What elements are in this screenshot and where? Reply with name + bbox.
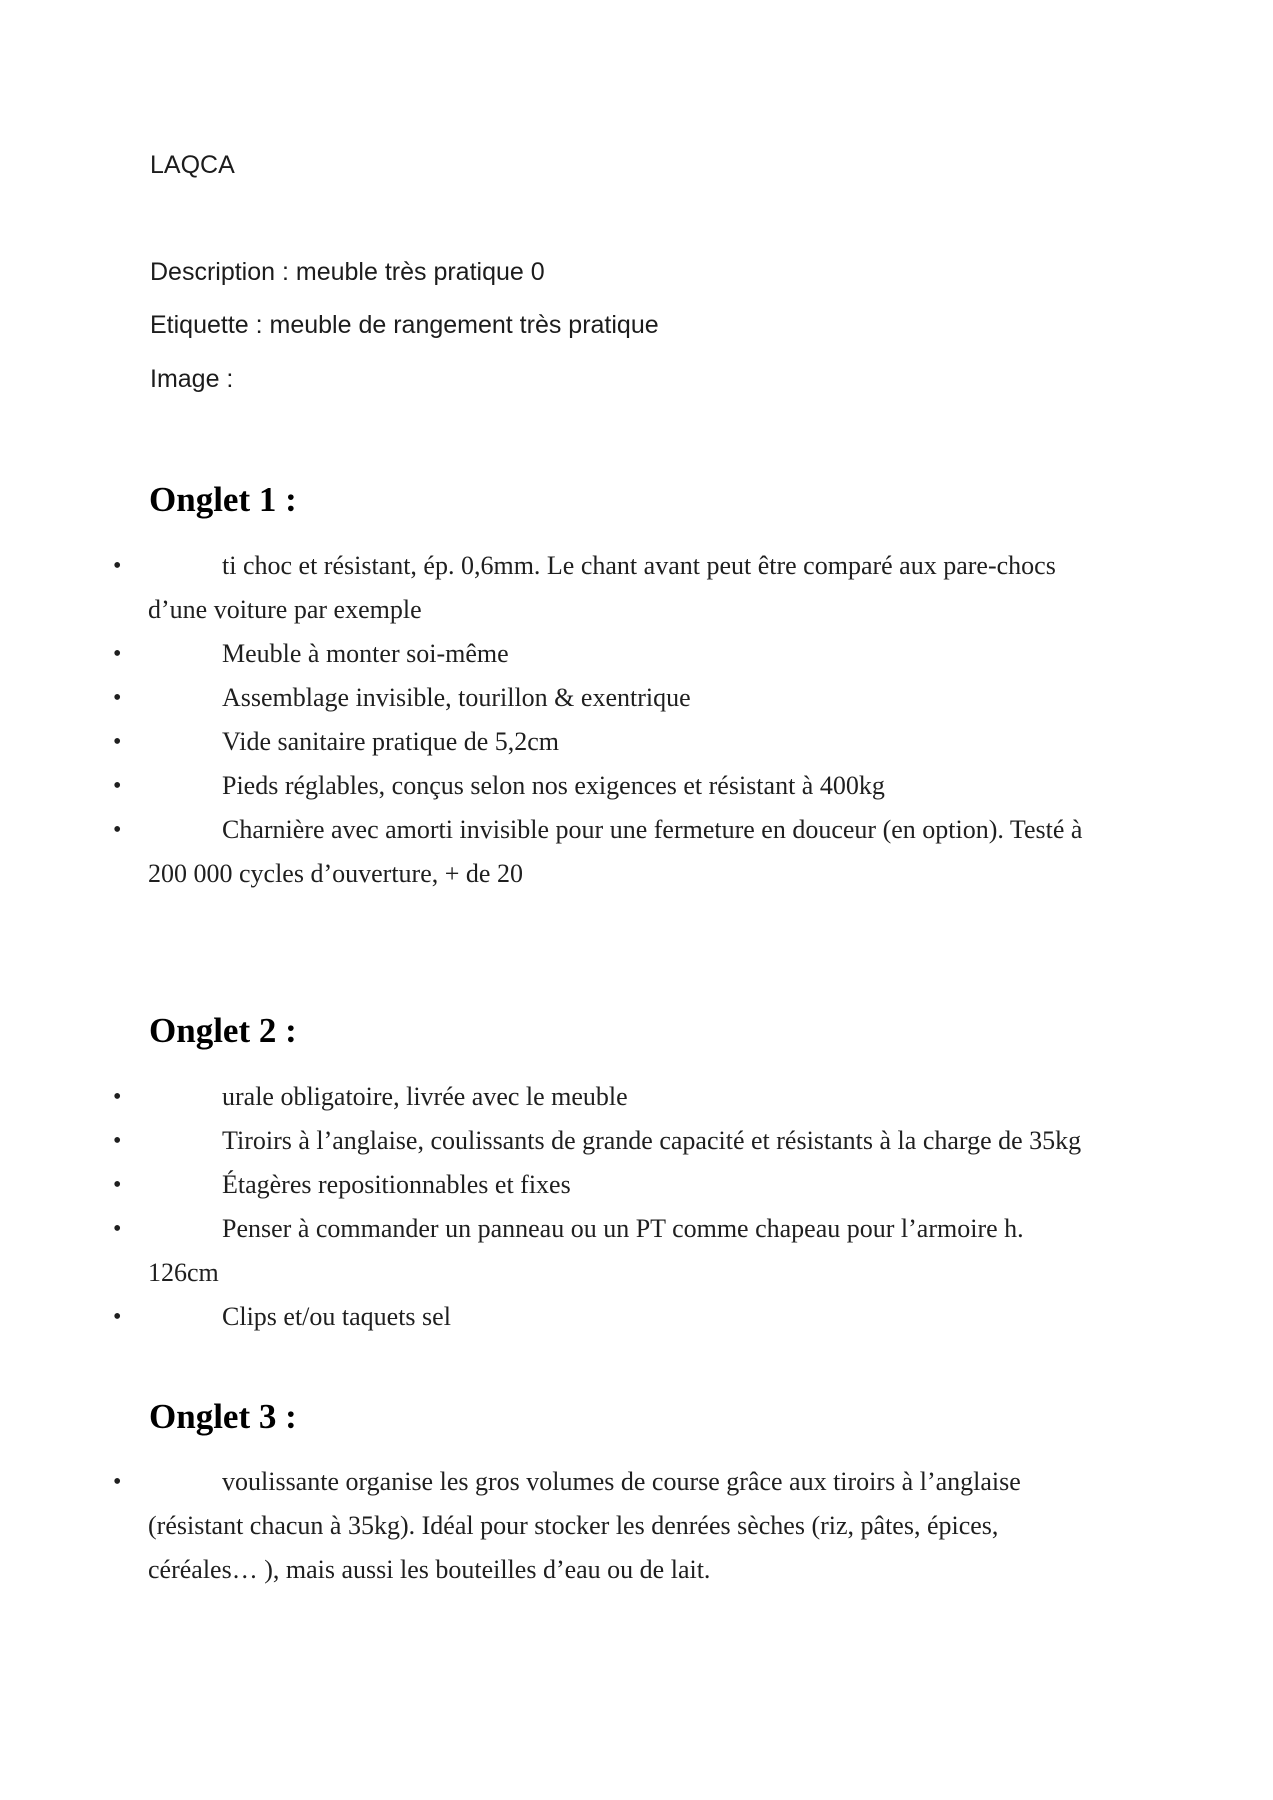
list-item xyxy=(113,632,1188,676)
bullet-icon: • xyxy=(113,1469,122,1495)
bullet-icon: • xyxy=(113,641,122,667)
bullet-line: Vide sanitaire pratique de 5,2cm xyxy=(222,727,560,756)
list-item xyxy=(113,1163,1188,1207)
bullet-icon: • xyxy=(113,1172,122,1198)
bullet-line: ti choc et résistant, ép. 0,6mm. Le chant avant peut être comparé aux pare-chocs xyxy=(222,551,1056,580)
bullet-icon: • xyxy=(113,1128,122,1154)
bullet-list xyxy=(113,1075,1188,1339)
bullet-icon: • xyxy=(113,685,122,711)
list-item xyxy=(113,676,1188,720)
bullet-line: d’une voiture par exemple xyxy=(148,595,422,624)
section-heading: Onglet 2 : xyxy=(149,1011,297,1050)
bullet-line: Étagères repositionnables et fixes xyxy=(222,1170,571,1199)
bullet-list xyxy=(113,544,1188,896)
list-item xyxy=(113,544,1188,632)
bullet-line: Charnière avec amorti invisible pour une fermeture en douceur (en option). Testé à xyxy=(222,815,1083,844)
list-item xyxy=(113,1075,1188,1119)
bullet-line: Penser à commander un panneau ou un PT comme chapeau pour l’armoire h. xyxy=(222,1214,1024,1243)
section-heading: Onglet 3 : xyxy=(149,1397,297,1436)
bullet-line: voulissante organise les gros volumes de course grâce aux tiroirs à l’anglaise xyxy=(222,1467,1021,1496)
bullet-line: 126cm xyxy=(148,1258,219,1287)
bullet-icon: • xyxy=(113,1304,122,1330)
list-item xyxy=(113,1119,1188,1163)
bullet-line: céréales… ), mais aussi les bouteilles d’eau ou de lait. xyxy=(148,1555,711,1584)
bullet-icon: • xyxy=(113,1216,122,1242)
bullet-list xyxy=(113,1460,1188,1592)
list-item xyxy=(113,808,1188,896)
list-item xyxy=(113,1460,1188,1592)
bullet-line: Clips et/ou taquets sel xyxy=(222,1302,451,1331)
list-item xyxy=(113,720,1188,764)
bullet-line: Meuble à monter soi-même xyxy=(222,639,509,668)
bullet-line: urale obligatoire, livrée avec le meuble xyxy=(222,1082,628,1111)
list-item xyxy=(113,764,1188,808)
bullet-line: (résistant chacun à 35kg). Idéal pour stocker les denrées sèches (riz, pâtes, épices, xyxy=(148,1511,999,1540)
bullet-line: Assemblage invisible, tourillon & exentrique xyxy=(222,683,691,712)
bullet-icon: • xyxy=(113,729,122,755)
bullet-icon: • xyxy=(113,773,122,799)
etiquette-line: Etiquette : meuble de rangement très pratique xyxy=(150,311,659,339)
bullet-icon: • xyxy=(113,1084,122,1110)
bullet-line: Pieds réglables, conçus selon nos exigences et résistant à 400kg xyxy=(222,771,885,800)
product-code: LAQCA xyxy=(150,151,235,179)
description-line: Description : meuble très pratique 0 xyxy=(150,258,545,286)
section-heading: Onglet 1 : xyxy=(149,480,297,519)
bullet-icon: • xyxy=(113,553,122,579)
list-item xyxy=(113,1207,1188,1295)
image-line: Image : xyxy=(150,365,234,393)
list-item xyxy=(113,1295,1188,1339)
bullet-icon: • xyxy=(113,817,122,843)
bullet-line: Tiroirs à l’anglaise, coulissants de grande capacité et résistants à la charge de 35kg xyxy=(222,1126,1082,1155)
bullet-line: 200 000 cycles d’ouverture, + de 20 xyxy=(148,859,523,888)
